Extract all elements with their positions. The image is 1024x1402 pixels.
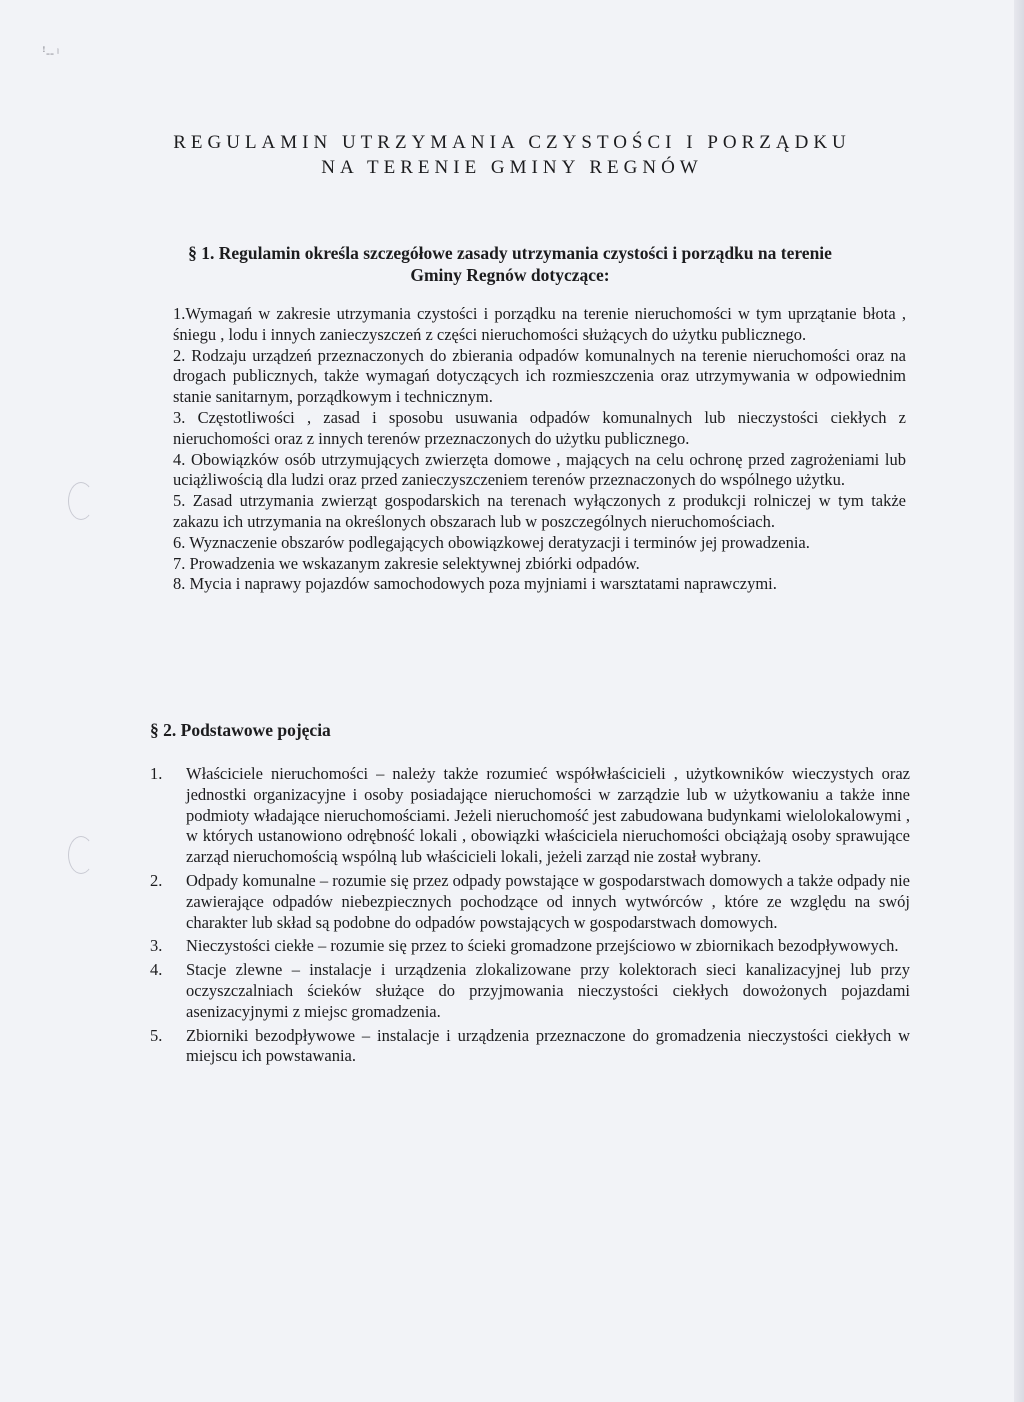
list-item: 4. Obowiązków osób utrzymujących zwierzęta domowe , mających na celu ochronę przed zagrożeniami lub uciążliwością dla ludzi oraz przed zanieczyszczeniem terenów przeznaczonych do wspólnego użytku. — [173, 449, 906, 490]
list-item — [150, 936, 910, 957]
list-item-number: 5. — [150, 1025, 163, 1045]
list-item: 7. Prowadzenia we wskazanym zakresie selektywnej zbiórki odpadów. — [173, 553, 640, 573]
list-item-number: 3. — [150, 936, 163, 956]
list-item-number: 4. — [150, 960, 163, 980]
section-1-heading-line-1: § 1. Regulamin określa szczegółowe zasady utrzymania czystości i porządku na terenie — [188, 243, 832, 263]
list-item-text: Nieczystości ciekłe – rozumie się przez to ścieki gromadzone przejściowo w zbiornikach bezodpływowych. — [186, 936, 899, 956]
punch-hole-mark — [68, 836, 94, 874]
list-item — [150, 764, 910, 868]
list-item: 5. Zasad utrzymania zwierząt gospodarskich na terenach wyłączonych z produkcji rolniczej w tym także zakazu ich utrzymania na określonych obszarach lub w poszczególnych nieruchomościach. — [173, 491, 906, 531]
list-item — [150, 960, 910, 1022]
punch-hole-mark — [68, 482, 94, 520]
list-item-number: 1. — [150, 764, 163, 783]
list-item — [150, 871, 910, 933]
list-item-text: Zbiorniki bezodpływowe – instalacje i urządzenia przeznaczone do gromadzenia nieczystości ciekłych w miejscu ich powstawania. — [186, 1025, 910, 1066]
section-1-heading-line-2: Gminy Regnów dotyczące: — [410, 265, 610, 285]
list-item-number: 2. — [150, 870, 163, 890]
list-item: 6. Wyznaczenie obszarów podlegających obowiązkowej deratyzacji i terminów jej prowadzenia. — [173, 532, 810, 552]
list-item — [150, 1026, 910, 1068]
section-1-heading — [150, 242, 870, 286]
list-item: 2. Rodzaju urządzeń przeznaczonych do zbierania odpadów komunalnych na terenie nieruchomości oraz na drogach publicznych, także wymagań dotyczących ich rozmieszczenia oraz utrzymywania w odpowiednim stanie sanitarnym, porządkowym i technicznym. — [173, 345, 906, 407]
section-2-heading: § 2. Podstawowe pojęcia — [150, 720, 331, 740]
list-item-text: Stacje zlewne – instalacje i urządzenia zlokalizowane przy kolektorach sieci kanalizacyjnej lub przy oczyszczalniach ścieków służące do przyjmowania nieczystości ciekłych dowożonych pojazdami asenizacyjnymi z miejsc gromadzenia. — [186, 960, 910, 1021]
document-title-line-2: NA TERENIE GMINY REGNÓW — [321, 157, 703, 178]
section-2-list — [150, 764, 910, 1070]
list-item: 8. Mycia i naprawy pojazdów samochodowych poza myjniami i warsztatami naprawczymi. — [173, 574, 777, 594]
list-item: 3. Częstotliwości , zasad i sposobu usuwania odpadów komunalnych lub nieczystości ciekłych z nieruchomości oraz z innych terenów przeznaczonych do użytku publicznego. — [173, 407, 906, 448]
document-title — [0, 130, 1024, 180]
list-item-text: Właściciele nieruchomości – należy także rozumieć współwłaścicieli , użytkowników wieczystych oraz jednostki organizacyjne i osoby posiadające nieruchomości w zarządzie lub w użytkowaniu a także inne podmioty władające nieruchomościami. Jeżeli nieruchomość jest zabudowana budynkami wielolokalowymi , w których ustanowiono odrębność lokali , obowiązki właściciela nieruchomości obciążają osoby sprawujące zarząd nieruchomością wspólną lub właścicieli lokali, jeżeli zarząd nie został wybrany. — [186, 764, 910, 867]
scan-artifact-mark: ꜝ‑‑ ˡ — [42, 46, 59, 60]
section-1-list — [173, 304, 906, 595]
page-edge-shadow — [1014, 0, 1024, 1402]
list-item: 1.Wymagań w zakresie utrzymania czystości i porządku na terenie nieruchomości w tym uprzątanie błota , śniegu , lodu i innych zanieczyszczeń z części nieruchomości służących do użytku publicznego. — [173, 304, 906, 344]
document-title-line-1: REGULAMIN UTRZYMANIA CZYSTOŚCI I PORZĄDKU — [173, 132, 851, 153]
list-item-text: Odpady komunalne – rozumie się przez odpady powstające w gospodarstwach domowych a także odpady nie zawierające odpadów niebezpiecznych pochodzące od innych wytwórców , które ze względu na swój charakter lub skład są podobne do odpadów powstających w gospodarstwach domowych. — [186, 870, 910, 932]
